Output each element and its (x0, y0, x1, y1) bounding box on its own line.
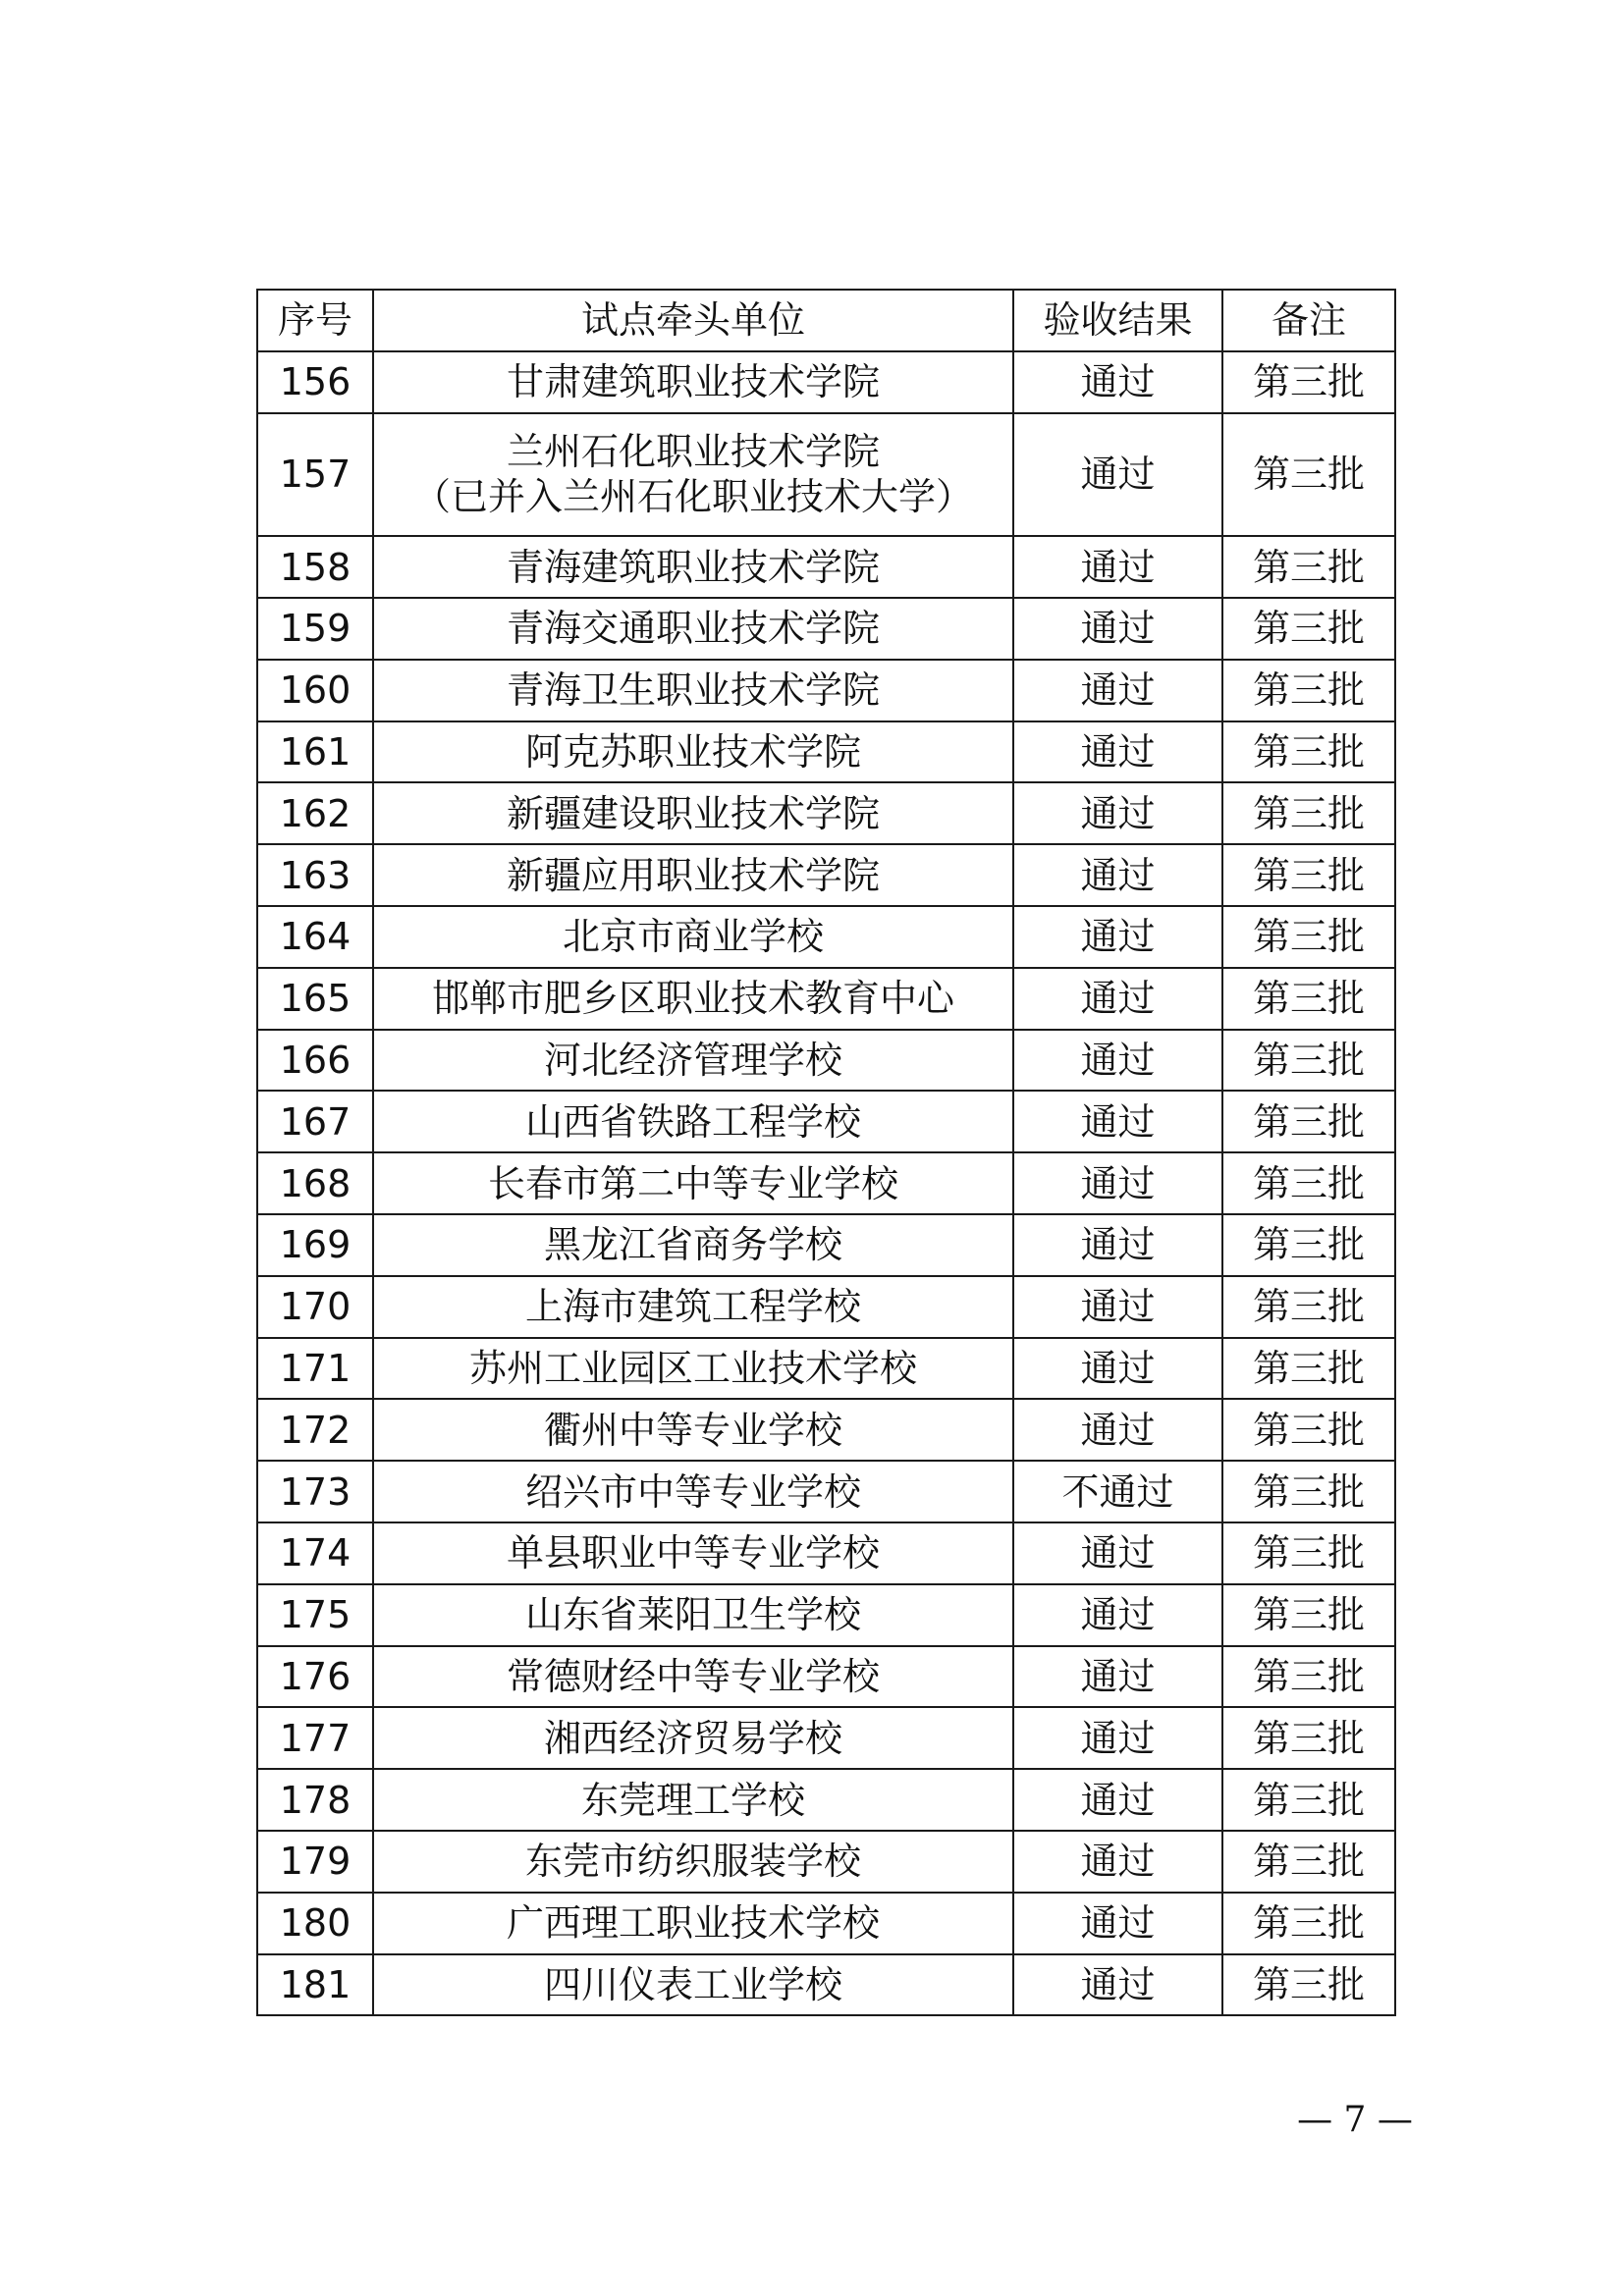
cell-no: 167 (257, 1091, 373, 1152)
cell-no: 179 (257, 1831, 373, 1893)
cell-no: 162 (257, 782, 373, 844)
cell-result: 通过 (1013, 413, 1222, 537)
cell-no: 157 (257, 413, 373, 537)
cell-result: 通过 (1013, 1584, 1222, 1646)
cell-no: 180 (257, 1893, 373, 1954)
cell-result: 通过 (1013, 536, 1222, 598)
cell-note: 第三批 (1222, 1584, 1395, 1646)
cell-note: 第三批 (1222, 906, 1395, 968)
cell-unit: 青海建筑职业技术学院 (373, 536, 1013, 598)
table-row (257, 1461, 1395, 1522)
cell-result: 通过 (1013, 1091, 1222, 1152)
table-row (257, 1091, 1395, 1152)
cell-unit: 衢州中等专业学校 (373, 1399, 1013, 1461)
cell-note: 第三批 (1222, 1646, 1395, 1708)
column-header-no: 序号 (257, 290, 373, 351)
cell-note: 第三批 (1222, 1091, 1395, 1152)
cell-unit: 阿克苏职业技术学院 (373, 721, 1013, 783)
table-row (257, 1831, 1395, 1893)
cell-no: 172 (257, 1399, 373, 1461)
cell-no: 175 (257, 1584, 373, 1646)
cell-no: 174 (257, 1522, 373, 1584)
table-row (257, 413, 1395, 537)
cell-no: 173 (257, 1461, 373, 1522)
cell-unit: 邯郸市肥乡区职业技术教育中心 (373, 968, 1013, 1030)
cell-no: 159 (257, 598, 373, 660)
cell-unit: 常德财经中等专业学校 (373, 1646, 1013, 1708)
cell-no: 181 (257, 1954, 373, 2016)
cell-no: 166 (257, 1030, 373, 1092)
cell-result: 通过 (1013, 1276, 1222, 1338)
cell-unit: 甘肃建筑职业技术学院 (373, 351, 1013, 413)
cell-no: 177 (257, 1707, 373, 1769)
cell-result: 通过 (1013, 351, 1222, 413)
cell-no: 171 (257, 1338, 373, 1400)
unit-merge-note: （已并入兰州石化职业技术大学） (412, 475, 973, 519)
cell-no: 165 (257, 968, 373, 1030)
cell-note: 第三批 (1222, 413, 1395, 537)
cell-result: 通过 (1013, 660, 1222, 721)
cell-unit: 上海市建筑工程学校 (373, 1276, 1013, 1338)
cell-result: 通过 (1013, 782, 1222, 844)
pilot-acceptance-table (256, 289, 1396, 2016)
cell-note: 第三批 (1222, 1276, 1395, 1338)
cell-note: 第三批 (1222, 1152, 1395, 1214)
cell-note: 第三批 (1222, 660, 1395, 721)
table-row (257, 660, 1395, 721)
column-header-note: 备注 (1222, 290, 1395, 351)
cell-no: 176 (257, 1646, 373, 1708)
cell-unit: 单县职业中等专业学校 (373, 1522, 1013, 1584)
cell-result: 通过 (1013, 1522, 1222, 1584)
cell-result: 通过 (1013, 1646, 1222, 1708)
cell-result: 通过 (1013, 906, 1222, 968)
cell-result: 通过 (1013, 721, 1222, 783)
table-row (257, 1584, 1395, 1646)
cell-result: 通过 (1013, 1214, 1222, 1276)
cell-unit: 绍兴市中等专业学校 (373, 1461, 1013, 1522)
cell-note: 第三批 (1222, 1461, 1395, 1522)
unit-name: 兰州石化职业技术学院 (506, 430, 880, 474)
table-row (257, 968, 1395, 1030)
table-row (257, 782, 1395, 844)
cell-result: 不通过 (1013, 1461, 1222, 1522)
cell-note: 第三批 (1222, 968, 1395, 1030)
cell-unit: 苏州工业园区工业技术学校 (373, 1338, 1013, 1400)
cell-note: 第三批 (1222, 1214, 1395, 1276)
cell-no: 169 (257, 1214, 373, 1276)
table-row (257, 1893, 1395, 1954)
cell-no: 163 (257, 844, 373, 906)
cell-result: 通过 (1013, 1707, 1222, 1769)
cell-unit: 新疆建设职业技术学院 (373, 782, 1013, 844)
cell-no: 158 (257, 536, 373, 598)
cell-note: 第三批 (1222, 1338, 1395, 1400)
cell-result: 通过 (1013, 1399, 1222, 1461)
cell-unit: 东莞理工学校 (373, 1769, 1013, 1831)
cell-unit: 东莞市纺织服装学校 (373, 1831, 1013, 1893)
cell-unit: 黑龙江省商务学校 (373, 1214, 1013, 1276)
cell-result: 通过 (1013, 844, 1222, 906)
cell-note: 第三批 (1222, 1769, 1395, 1831)
cell-note: 第三批 (1222, 721, 1395, 783)
table-row (257, 351, 1395, 413)
cell-result: 通过 (1013, 1338, 1222, 1400)
cell-result: 通过 (1013, 1030, 1222, 1092)
page-number: — 7 — (1297, 2100, 1413, 2140)
cell-result: 通过 (1013, 1769, 1222, 1831)
cell-no: 160 (257, 660, 373, 721)
table-row (257, 1399, 1395, 1461)
cell-no: 168 (257, 1152, 373, 1214)
table-row (257, 536, 1395, 598)
cell-note: 第三批 (1222, 1831, 1395, 1893)
cell-note: 第三批 (1222, 844, 1395, 906)
cell-no: 170 (257, 1276, 373, 1338)
table-header-row (257, 290, 1395, 351)
table-row (257, 1769, 1395, 1831)
cell-note: 第三批 (1222, 1399, 1395, 1461)
cell-result: 通过 (1013, 1893, 1222, 1954)
cell-note: 第三批 (1222, 1522, 1395, 1584)
table-row (257, 598, 1395, 660)
cell-note: 第三批 (1222, 1893, 1395, 1954)
table-row (257, 1152, 1395, 1214)
cell-unit: 山东省莱阳卫生学校 (373, 1584, 1013, 1646)
table-row (257, 1214, 1395, 1276)
column-header-result: 验收结果 (1013, 290, 1222, 351)
cell-unit: 新疆应用职业技术学院 (373, 844, 1013, 906)
table-row (257, 1522, 1395, 1584)
cell-unit: 广西理工职业技术学校 (373, 1893, 1013, 1954)
table-row (257, 721, 1395, 783)
cell-note: 第三批 (1222, 598, 1395, 660)
cell-no: 161 (257, 721, 373, 783)
cell-unit: 青海卫生职业技术学院 (373, 660, 1013, 721)
table-row (257, 1276, 1395, 1338)
cell-no: 164 (257, 906, 373, 968)
cell-note: 第三批 (1222, 1954, 1395, 2016)
column-header-unit: 试点牵头单位 (373, 290, 1013, 351)
table-row (257, 1954, 1395, 2016)
cell-note: 第三批 (1222, 536, 1395, 598)
cell-no: 156 (257, 351, 373, 413)
cell-unit: 北京市商业学校 (373, 906, 1013, 968)
cell-unit: 湘西经济贸易学校 (373, 1707, 1013, 1769)
table-row (257, 1646, 1395, 1708)
cell-unit: 山西省铁路工程学校 (373, 1091, 1013, 1152)
table-row (257, 1338, 1395, 1400)
cell-result: 通过 (1013, 1152, 1222, 1214)
cell-result: 通过 (1013, 598, 1222, 660)
cell-unit: 青海交通职业技术学院 (373, 598, 1013, 660)
cell-note: 第三批 (1222, 351, 1395, 413)
table-row (257, 844, 1395, 906)
cell-unit: 河北经济管理学校 (373, 1030, 1013, 1092)
table-body (257, 351, 1395, 2016)
cell-unit (373, 413, 1013, 537)
table-row (257, 1030, 1395, 1092)
cell-unit: 长春市第二中等专业学校 (373, 1152, 1013, 1214)
cell-no: 178 (257, 1769, 373, 1831)
cell-note: 第三批 (1222, 1707, 1395, 1769)
table-row (257, 906, 1395, 968)
cell-note: 第三批 (1222, 1030, 1395, 1092)
cell-result: 通过 (1013, 968, 1222, 1030)
cell-result: 通过 (1013, 1954, 1222, 2016)
cell-result: 通过 (1013, 1831, 1222, 1893)
cell-note: 第三批 (1222, 782, 1395, 844)
table-row (257, 1707, 1395, 1769)
cell-unit: 四川仪表工业学校 (373, 1954, 1013, 2016)
